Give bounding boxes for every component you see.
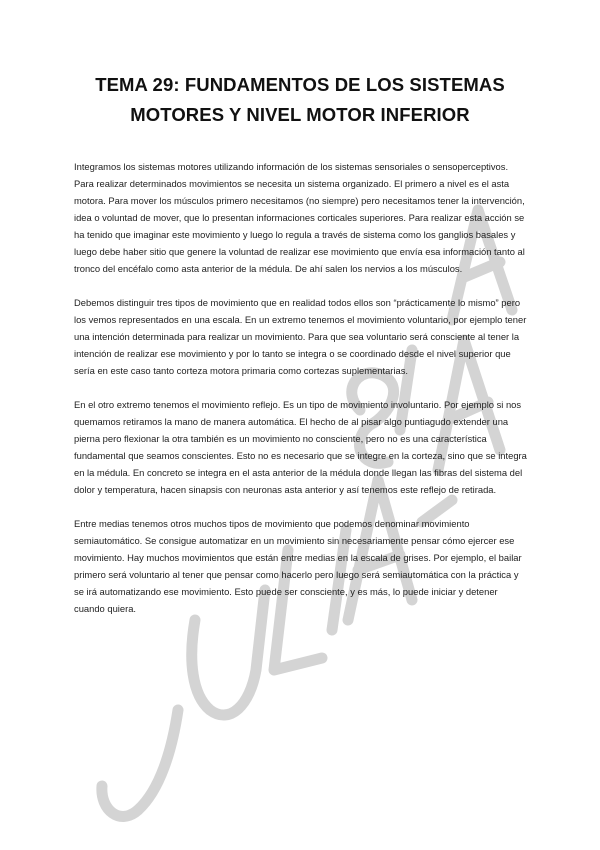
title-line-2: MOTORES Y NIVEL MOTOR INFERIOR bbox=[130, 104, 470, 125]
paragraph: Entre medias tenemos otros muchos tipos de movimiento que podemos denominar movimiento semiautomático. Se consigue automatizar en un movimiento sin necesariamente pensar cómo ejercer ese movimiento. Hay muchos movimientos que están entre medias en la escala de grises. Por ejemplo, el bailar primero será voluntario al tener que pensar como hacerlo pero luego será semiautomática con la práctica y se irá automatizando ese movimiento. Esto puede ser consciente, y es más, lo puede iniciar y detener cuando quiera. bbox=[74, 518, 522, 614]
paragraph: En el otro extremo tenemos el movimiento reflejo. Es un tipo de movimiento involuntario. Por ejemplo si nos quemamos retiramos la mano de manera automática. El hecho de al pisar algo puntiagudo extender una pierna pero flexionar la otra también es un movimiento no consciente, pero no es una característica fundamental que seamos conscientes. Esto no es necesario que se integre en la corteza, sino que se integra en la médula. En concreto se integra en el asta anterior de la médula donde llegan las fibras del sistema del dolor y temperatura, hacen sinapsis con neuronas asta anterior y así tenemos este reflejo de retirada. bbox=[74, 399, 527, 495]
document-title bbox=[40, 70, 560, 130]
paragraph: Debemos distinguir tres tipos de movimiento que en realidad todos ellos son “prácticamente lo mismo” pero los vemos representados en una escala. En un extremo tenemos el movimiento voluntario, por ejemplo tener una intención determinada para realizar un movimiento. Para que sea voluntario será consciente al tener la intención de realizar ese movimiento y por lo tanto se integra o se coordinado desde el nivel superior que sería en este caso tanto corteza motora primaria como cortezas suplementarias. bbox=[74, 297, 527, 376]
paragraph: Integramos los sistemas motores utilizando información de los sistemas sensoriales o sensoperceptivos. Para realizar determinados movimientos se necesita un sistema organizado. El primero a nivel es el asta motora. Para mover los músculos primero necesitamos (no siempre) pero necesitamos tener la intervención, idea o voluntad de mover, que lo presentan informaciones corticales superiores. Para realizar esta acción se ha tenido que imaginar este movimiento y luego lo regula a través de sistema como los ganglios basales y luego debe haber sitio que genere la voluntad de realizar ese movimiento que envía esa información tanto al tronco del encéfalo como asta anterior de la médula. De ahí salen los nervios a los músculos. bbox=[74, 161, 525, 274]
document-body bbox=[74, 158, 530, 634]
title-line-1: TEMA 29: FUNDAMENTOS DE LOS SISTEMAS bbox=[95, 74, 505, 95]
